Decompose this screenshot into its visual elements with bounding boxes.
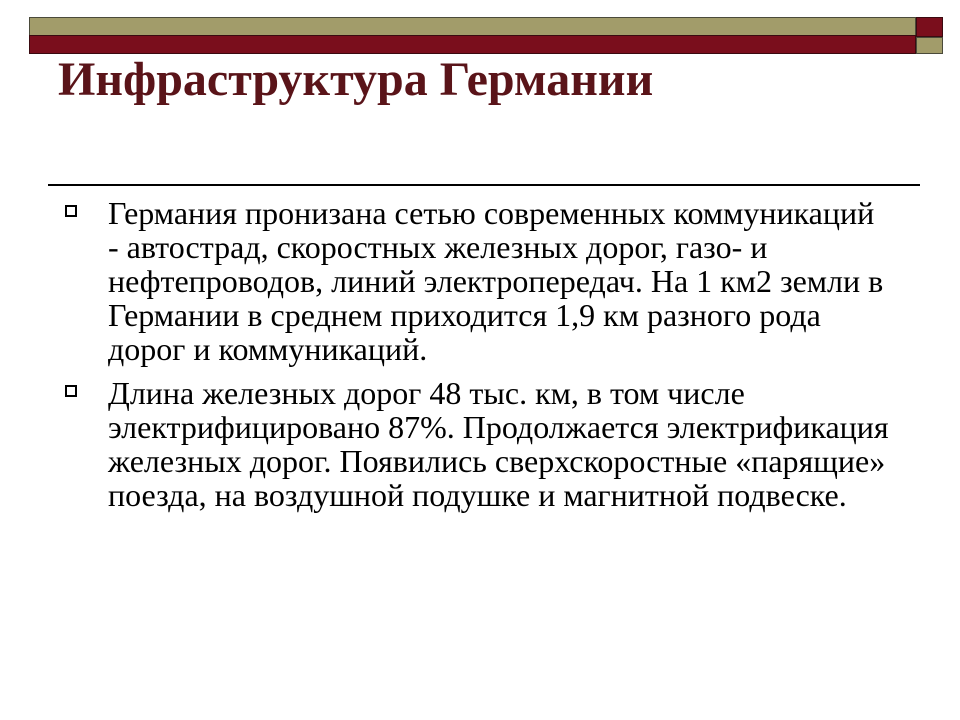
decor-corner-red <box>916 17 943 37</box>
bullet-text: Длина железных дорог 48 тыс. км, в том числе электрифицировано 87%. Продолжается электрификация железных дорог. Появились сверхскоростные «парящие» поезда, на воздушной подушке и магнитной подвеске. <box>108 375 889 513</box>
bullet-item <box>62 376 892 512</box>
slide-title: Инфраструктура Германии <box>58 53 654 106</box>
square-bullet-icon <box>65 385 77 397</box>
bullet-text: Германия пронизана сетью современных коммуникаций - автострад, скоростных железных дорог, газо- и нефтепроводов, линий электропередач. На 1 км2 земли в Германии в среднем приходится 1,9 км разного рода дорог и коммуникаций. <box>108 195 884 367</box>
decor-corner-olive <box>916 37 943 54</box>
square-bullet-icon <box>65 205 77 217</box>
bullet-item <box>62 196 892 366</box>
decor-bar-olive <box>29 17 916 37</box>
title-divider <box>48 184 920 186</box>
bullet-list <box>62 196 892 522</box>
